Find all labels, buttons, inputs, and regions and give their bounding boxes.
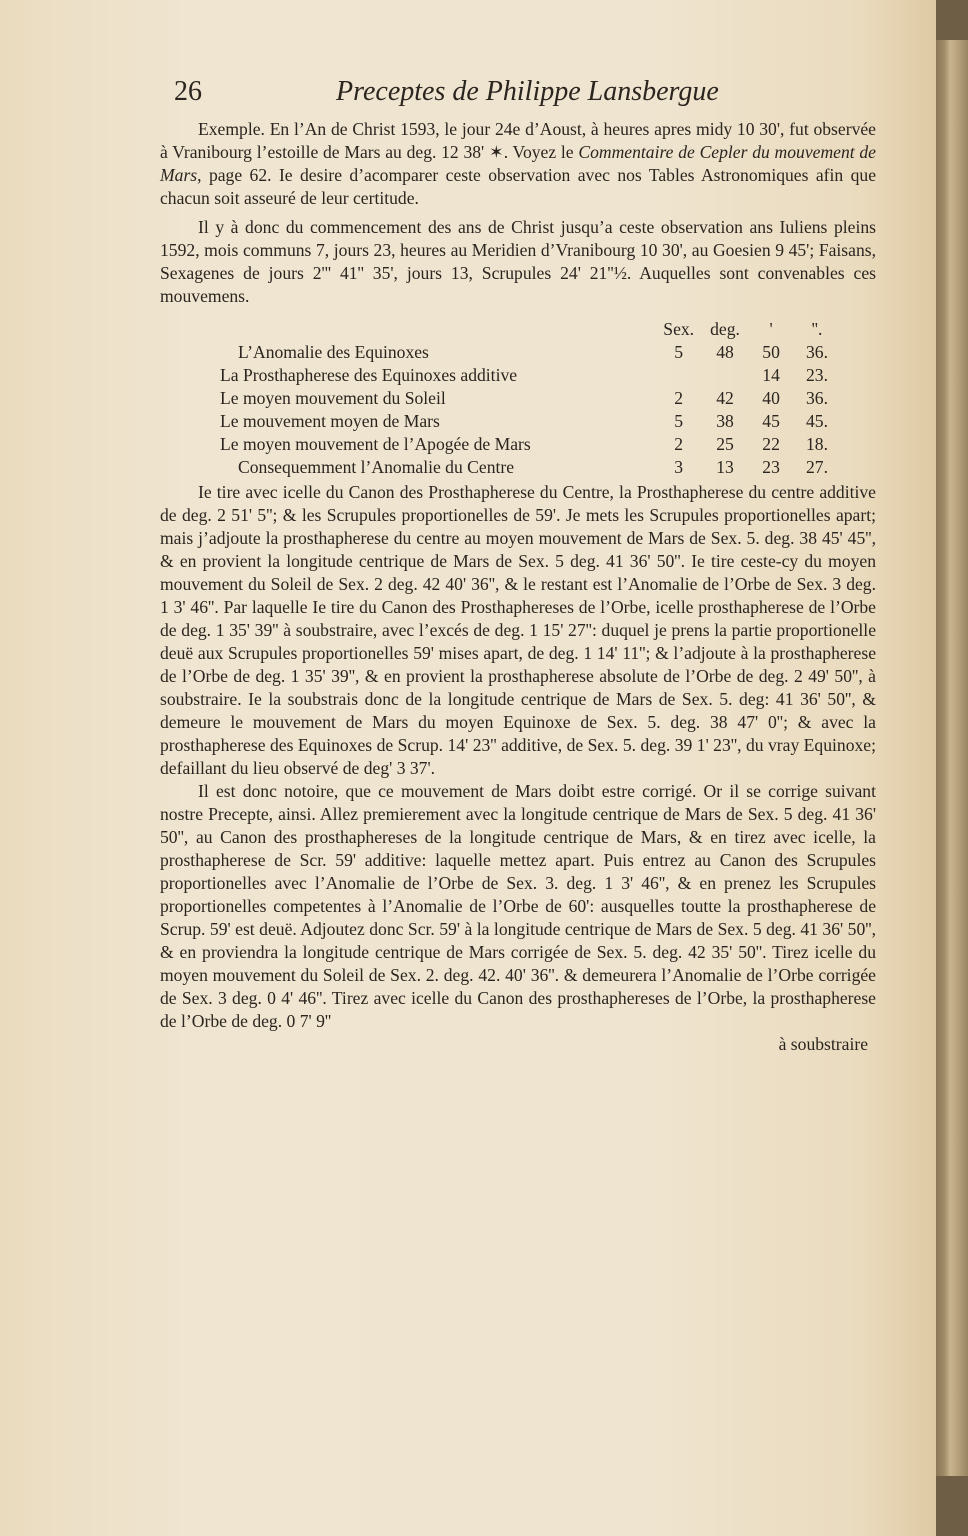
page-header	[160, 76, 876, 118]
example-text-end: , page 62. Ie desire d’acomparer ceste observation avec nos Tables Astronomiques afin que chacun soit asseuré de leur certitude.	[160, 165, 876, 208]
table-row	[220, 433, 840, 456]
row-sec: 36.	[805, 342, 828, 362]
row-sec: 36.	[805, 388, 828, 408]
row-sec: 23.	[805, 365, 828, 385]
row-deg: 25	[716, 434, 734, 454]
row-sec: 45.	[805, 411, 828, 431]
page-edge-shadow-bottom	[936, 1476, 968, 1536]
row-min: 23	[762, 457, 780, 477]
row-label: Le moyen mouvement du Soleil	[220, 388, 446, 408]
row-sex: 5	[674, 411, 684, 431]
row-deg	[702, 364, 748, 387]
row-min: 22	[762, 434, 780, 454]
table-row	[220, 387, 840, 410]
example-text-start: En l’An de Christ 1593, le jour 24e d’Aoust, à heures apres midy 10 30', fut observée à Vranibourg l’estoille de Mars au deg. 12 38' ✶. Voyez le	[160, 119, 876, 162]
page-edge	[936, 0, 968, 1536]
running-title: Preceptes de Philippe Lansbergue	[336, 76, 719, 107]
row-sex	[656, 364, 702, 387]
example-paragraph	[160, 118, 876, 210]
row-label: L’Anomalie des Equinoxes	[238, 342, 429, 362]
table-row	[220, 364, 840, 387]
row-sex: 2	[674, 388, 684, 408]
paragraph-4: Il est donc notoire, que ce mouvement de Mars doibt estre corrigé. Or il se corrige suivant nostre Precepte, ainsi. Allez premierement avec la longitude centrique de Mars de Sex. 5 deg. 41 36' 50'', au Canon des prosthaphereses de la longitude centrique de Mars, & en tirez avec icelle, la prosthapherese de Scr. 59' additive: laquelle mettez apart. Puis entrez au Canon des Scrupules proportionelles avec l’Anomalie de l’Orbe de Sex. 3. deg. 1 3' 46'', & en prenez les Scrupules proportionelles competentes à l’Anomalie de l’Orbe de 60': ausquelles toutte la prosthapherese de Scrup. 59' est deuë. Adjoutez donc Scr. 59' à la longitude centrique de Mars de Sex. 5 deg. 41 36' 50'', & en proviendra la longitude centrique de Mars corrigée de Sex. 5. deg. 42 35' 50''. Tirez icelle du moyen mouvement du Soleil de Sex. 2. deg. 42. 40' 36''. & demeurera l’Anomalie de l’Orbe corrigée de Sex. 3 deg. 0 4' 46''. Tirez avec icelle du Canon des prosthaphereses de l’Orbe, la prosthapherese de l’Orbe de deg. 0 7' 9''	[160, 781, 876, 1031]
example-label: Exemple.	[198, 119, 265, 139]
row-sec: 27.	[805, 457, 828, 477]
row-sec: 18.	[805, 434, 828, 454]
row-label: La Prosthapherese des Equinoxes additive	[220, 365, 518, 385]
row-sex: 5	[674, 342, 684, 362]
row-min: 14	[762, 365, 780, 385]
row-label: Le mouvement moyen de Mars	[220, 411, 440, 431]
table-row	[220, 456, 840, 479]
row-deg: 38	[716, 411, 734, 431]
row-min: 40	[762, 388, 780, 408]
table-header-row	[220, 318, 840, 341]
header-min: '	[769, 319, 773, 339]
row-min: 50	[762, 342, 780, 362]
row-label: Consequemment l’Anomalie du Centre	[238, 457, 515, 477]
text-block	[160, 76, 876, 1056]
table-row	[220, 410, 840, 433]
header-deg: deg.	[710, 319, 740, 339]
table-row	[220, 341, 840, 364]
paragraph-3: Ie tire avec icelle du Canon des Prosthapherese du Centre, la Prosthapherese du centre additive de deg. 2 51' 5''; & les Scrupules proportionelles de 59'. Je mets les Scrupules proportionelles apart; mais j’adjoute la prosthapherese du centre au moyen mouvement de Mars de Sex. 5. deg. 38 45' 45'', & en provient la longitude centrique de Mars de Sex. 5 deg. 41 36' 50''. Ie tire ceste-cy du moyen mouvement du Soleil de Sex. 2 deg. 42 40' 36'', & le restant est l’Anomalie de l’Orbe de Sex. 3 deg. 1 3' 46''. Par laquelle Ie tire du Canon des Prosthaphereses de l’Orbe, icelle prosthapherese de l’Orbe de deg. 1 35' 39'' à soubstraire, avec l’excés de deg. 1 15' 27'': duquel je prens la partie proportionelle deuë aux Scrupules proportionelles 59' mises apart, de deg. 1 14' 11''; & l’adjoute à la prosthapherese de l’Orbe de deg. 1 35' 39'', & en provient la prosthapherese absolute de l’Orbe de deg. 2 49' 50'', à soubstraire. Ie la soubstrais donc de la longitude centrique de Mars de Sex. 5. deg: 41 36' 50'', & demeure le mouvement de Mars du moyen Equinoxe de Sex. 5. deg. 38 47' 0''; & avec la prosthapherese des Equinoxes de Scrup. 14' 23'' additive, de Sex. 5. deg. 39 1' 23'', du vray Equinoxe; defaillant du lieu observé de deg' 3 37'.	[160, 482, 876, 778]
page-edge-shadow-top	[936, 0, 968, 40]
header-sec: ''.	[811, 319, 823, 339]
row-label: Le moyen mouvement de l’Apogée de Mars	[220, 434, 531, 454]
motions-table	[220, 318, 840, 479]
header-sex: Sex.	[663, 319, 695, 339]
commentary-reference: Commentaire de Cepler du mouvement de Mars	[160, 142, 876, 185]
row-min: 45	[762, 411, 780, 431]
row-deg: 48	[716, 342, 734, 362]
paragraph-2: Il y à donc du commencement des ans de Christ jusqu’a ceste observation ans Iuliens pleins 1592, mois communs 7, jours 23, heures au Meridien d’Vranibourg 10 30', au Goesien 9 45'; Faisans, Sexagenes de jours 2''' 41'' 35', jours 13, Scrupules 24' 21''½. Auquelles sont convenables ces mouvemens.	[160, 217, 876, 306]
row-deg: 13	[716, 457, 734, 477]
row-deg: 42	[716, 388, 734, 408]
row-sex: 3	[674, 457, 684, 477]
catchword: à soubstraire	[778, 1034, 868, 1054]
page-number: 26	[174, 76, 202, 107]
row-sex: 2	[674, 434, 684, 454]
